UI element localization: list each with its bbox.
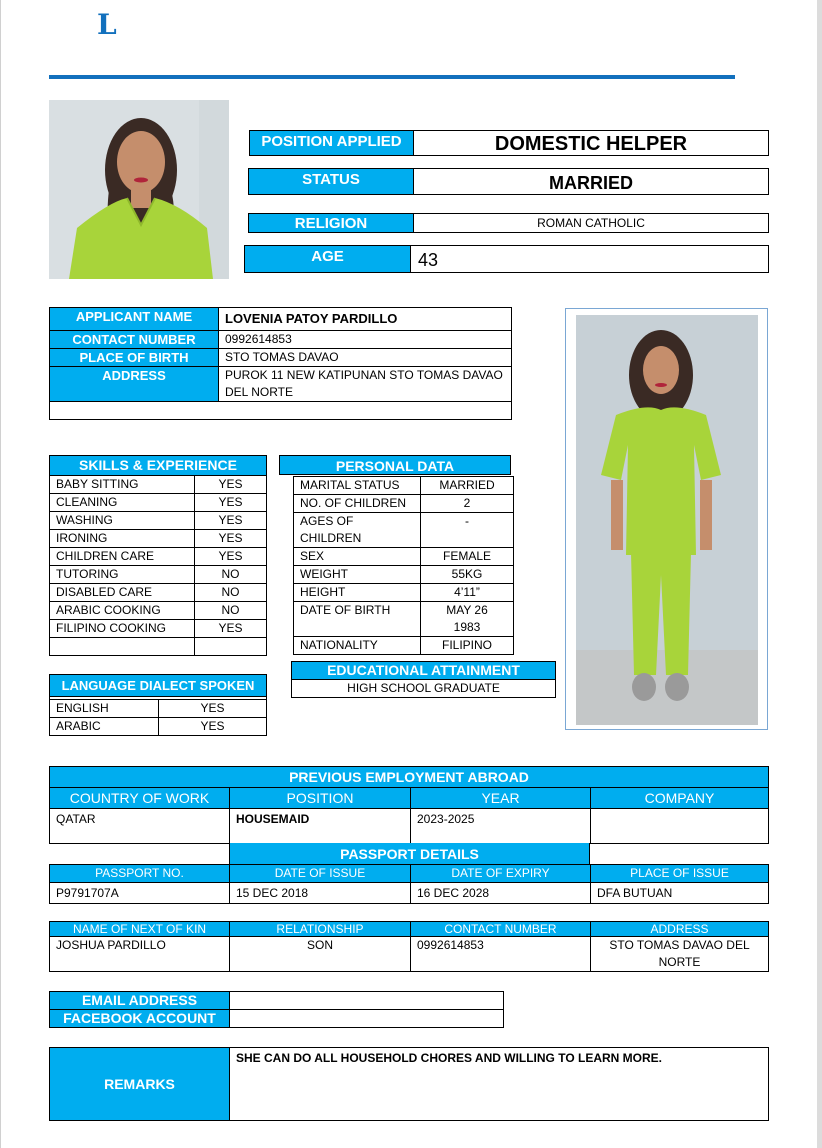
- personal-value: 4’11”: [421, 584, 514, 602]
- company-logo: L: [97, 8, 117, 41]
- employment-header: COUNTRY OF WORK: [50, 788, 230, 809]
- status-row: [248, 168, 769, 195]
- skill-value: NO: [195, 602, 267, 620]
- skill-name: FILIPINO COOKING: [50, 620, 195, 638]
- table-row: [50, 367, 512, 402]
- status-label: STATUS: [249, 169, 414, 194]
- employment-title: PREVIOUS EMPLOYMENT ABROAD: [50, 767, 769, 788]
- personal-label: NO. OF CHILDREN: [294, 495, 421, 513]
- table-row: [50, 494, 267, 512]
- personal-value: 2: [421, 495, 514, 513]
- age-row: [244, 245, 769, 273]
- language-table: [49, 674, 267, 736]
- skill-value: YES: [195, 620, 267, 638]
- table-row: [50, 937, 769, 972]
- passport-table: [49, 864, 769, 904]
- table-row: [50, 638, 267, 656]
- passport-expiry-date: 16 DEC 2028: [411, 883, 591, 904]
- position-applied-label: POSITION APPLIED: [250, 131, 414, 155]
- headshot-photo: [49, 100, 229, 279]
- kin-contact: 0992614853: [411, 937, 591, 972]
- language-value: YES: [159, 718, 267, 736]
- applicant-name-label: APPLICANT NAME: [50, 308, 219, 331]
- kin-name: JOSHUA PARDILLO: [50, 937, 230, 972]
- skill-name: BABY SITTING: [50, 476, 195, 494]
- position-applied-value: DOMESTIC HELPER: [494, 133, 688, 155]
- age-value: 43: [418, 250, 439, 270]
- passport-issue-date: 15 DEC 2018: [230, 883, 411, 904]
- religion-value: ROMAN CATHOLIC: [537, 216, 645, 230]
- kin-header: RELATIONSHIP: [230, 922, 411, 937]
- kin-header: NAME OF NEXT OF KIN: [50, 922, 230, 937]
- remarks-value: SHE CAN DO ALL HOUSEHOLD CHORES AND WILLING TO LEARN MORE.: [230, 1048, 769, 1121]
- table-row: [50, 1048, 769, 1121]
- table-row: [294, 477, 514, 495]
- personal-label: WEIGHT: [294, 566, 421, 584]
- scrollbar[interactable]: [817, 0, 822, 1148]
- language-name: ENGLISH: [50, 700, 159, 718]
- personal-value: 55KG: [421, 566, 514, 584]
- contact-number-value: 0992614853: [219, 331, 512, 349]
- remarks-label: REMARKS: [50, 1048, 230, 1121]
- table-row: [294, 495, 514, 513]
- education-title: EDUCATIONAL ATTAINMENT: [292, 662, 556, 680]
- contacts-table: [49, 991, 504, 1028]
- place-of-birth-label: PLACE OF BIRTH: [50, 349, 219, 367]
- skill-name: TUTORING: [50, 566, 195, 584]
- personal-value: FEMALE: [421, 548, 514, 566]
- skill-name: CHILDREN CARE: [50, 548, 195, 566]
- table-row: [50, 883, 769, 904]
- education-table: [291, 661, 556, 698]
- personal-value: FILIPINO: [421, 637, 514, 655]
- table-row: [50, 992, 504, 1010]
- full-body-photo-frame: [565, 308, 768, 730]
- personal-label: AGES OF CHILDREN: [294, 513, 421, 548]
- personal-label: DATE OF BIRTH: [294, 602, 421, 637]
- employment-year: 2023-2025: [411, 809, 591, 844]
- skill-name: DISABLED CARE: [50, 584, 195, 602]
- table-row: [50, 349, 512, 367]
- skill-name: WASHING: [50, 512, 195, 530]
- employment-header: YEAR: [411, 788, 591, 809]
- personal-value: MARRIED: [421, 477, 514, 495]
- skill-value: YES: [195, 512, 267, 530]
- contact-number-label: CONTACT NUMBER: [50, 331, 219, 349]
- remarks-table: [49, 1047, 769, 1121]
- page-edge-left: [0, 0, 1, 1148]
- table-row: [50, 402, 512, 420]
- skill-value: NO: [195, 566, 267, 584]
- age-label: AGE: [245, 246, 411, 272]
- religion-row: [248, 213, 769, 233]
- facebook-label: FACEBOOK ACCOUNT: [50, 1010, 230, 1028]
- personal-value: -: [421, 513, 514, 548]
- empty-cell: [50, 638, 195, 656]
- skill-value: YES: [195, 476, 267, 494]
- full-body-photo: [576, 315, 758, 725]
- skill-name: IRONING: [50, 530, 195, 548]
- skills-table: [49, 455, 267, 656]
- table-row: [294, 602, 514, 637]
- language-name: ARABIC: [50, 718, 159, 736]
- table-row: [50, 331, 512, 349]
- language-title: LANGUAGE DIALECT SPOKEN: [50, 675, 267, 697]
- table-row: [50, 620, 267, 638]
- kin-address: STO TOMAS DAVAO DEL NORTE: [591, 937, 769, 972]
- passport-header: DATE OF ISSUE: [230, 865, 411, 883]
- personal-label: HEIGHT: [294, 584, 421, 602]
- table-row: [50, 548, 267, 566]
- employment-header: POSITION: [230, 788, 411, 809]
- skill-value: YES: [195, 530, 267, 548]
- table-row: [50, 718, 267, 736]
- table-row: [50, 700, 267, 718]
- table-row: [50, 512, 267, 530]
- skill-value: NO: [195, 584, 267, 602]
- passport-header: DATE OF EXPIRY: [411, 865, 591, 883]
- email-value: [230, 992, 504, 1010]
- employment-position: HOUSEMAID: [230, 809, 411, 844]
- language-value: YES: [159, 700, 267, 718]
- personal-data-title: PERSONAL DATA: [279, 455, 511, 475]
- table-row: [50, 476, 267, 494]
- personal-label: MARITAL STATUS: [294, 477, 421, 495]
- address-label: ADDRESS: [50, 367, 219, 402]
- empty-cell: [50, 402, 512, 420]
- next-of-kin-table: [49, 921, 769, 972]
- table-row: [50, 566, 267, 584]
- applicant-table: [49, 307, 512, 420]
- skill-value: YES: [195, 548, 267, 566]
- table-row: [50, 602, 267, 620]
- empty-cell: [195, 638, 267, 656]
- status-value: MARRIED: [549, 173, 633, 193]
- table-row: [294, 566, 514, 584]
- personal-label: NATIONALITY: [294, 637, 421, 655]
- skill-value: YES: [195, 494, 267, 512]
- skill-name: CLEANING: [50, 494, 195, 512]
- skills-title: SKILLS & EXPERIENCE: [50, 456, 267, 476]
- table-row: [294, 548, 514, 566]
- table-row: [294, 513, 514, 548]
- kin-relationship: SON: [230, 937, 411, 972]
- table-row: [50, 809, 769, 844]
- kin-header: CONTACT NUMBER: [411, 922, 591, 937]
- employment-table: [49, 766, 769, 844]
- education-value: HIGH SCHOOL GRADUATE: [292, 680, 556, 698]
- religion-label: RELIGION: [249, 214, 414, 232]
- personal-data-table: [293, 476, 514, 655]
- table-row: [50, 530, 267, 548]
- table-row: [294, 637, 514, 655]
- passport-header: PASSPORT NO.: [50, 865, 230, 883]
- passport-title: PASSPORT DETAILS: [229, 843, 590, 864]
- applicant-name-value: LOVENIA PATOY PARDILLO: [219, 308, 512, 331]
- personal-label: SEX: [294, 548, 421, 566]
- passport-place: DFA BUTUAN: [591, 883, 769, 904]
- email-label: EMAIL ADDRESS: [50, 992, 230, 1010]
- employment-header: COMPANY: [591, 788, 769, 809]
- passport-number: P9791707A: [50, 883, 230, 904]
- address-value: PUROK 11 NEW KATIPUNAN STO TOMAS DAVAO DEL NORTE: [219, 367, 512, 402]
- employment-country: QATAR: [50, 809, 230, 844]
- kin-header: ADDRESS: [591, 922, 769, 937]
- facebook-value: [230, 1010, 504, 1028]
- skill-name: ARABIC COOKING: [50, 602, 195, 620]
- table-row: [50, 308, 512, 331]
- place-of-birth-value: STO TOMAS DAVAO: [219, 349, 512, 367]
- personal-value: MAY 26 1983: [421, 602, 514, 637]
- table-row: [50, 584, 267, 602]
- table-row: [294, 584, 514, 602]
- position-applied-row: [249, 130, 769, 156]
- header-rule: [49, 75, 735, 79]
- employment-company: [591, 809, 769, 844]
- passport-header: PLACE OF ISSUE: [591, 865, 769, 883]
- table-row: [50, 1010, 504, 1028]
